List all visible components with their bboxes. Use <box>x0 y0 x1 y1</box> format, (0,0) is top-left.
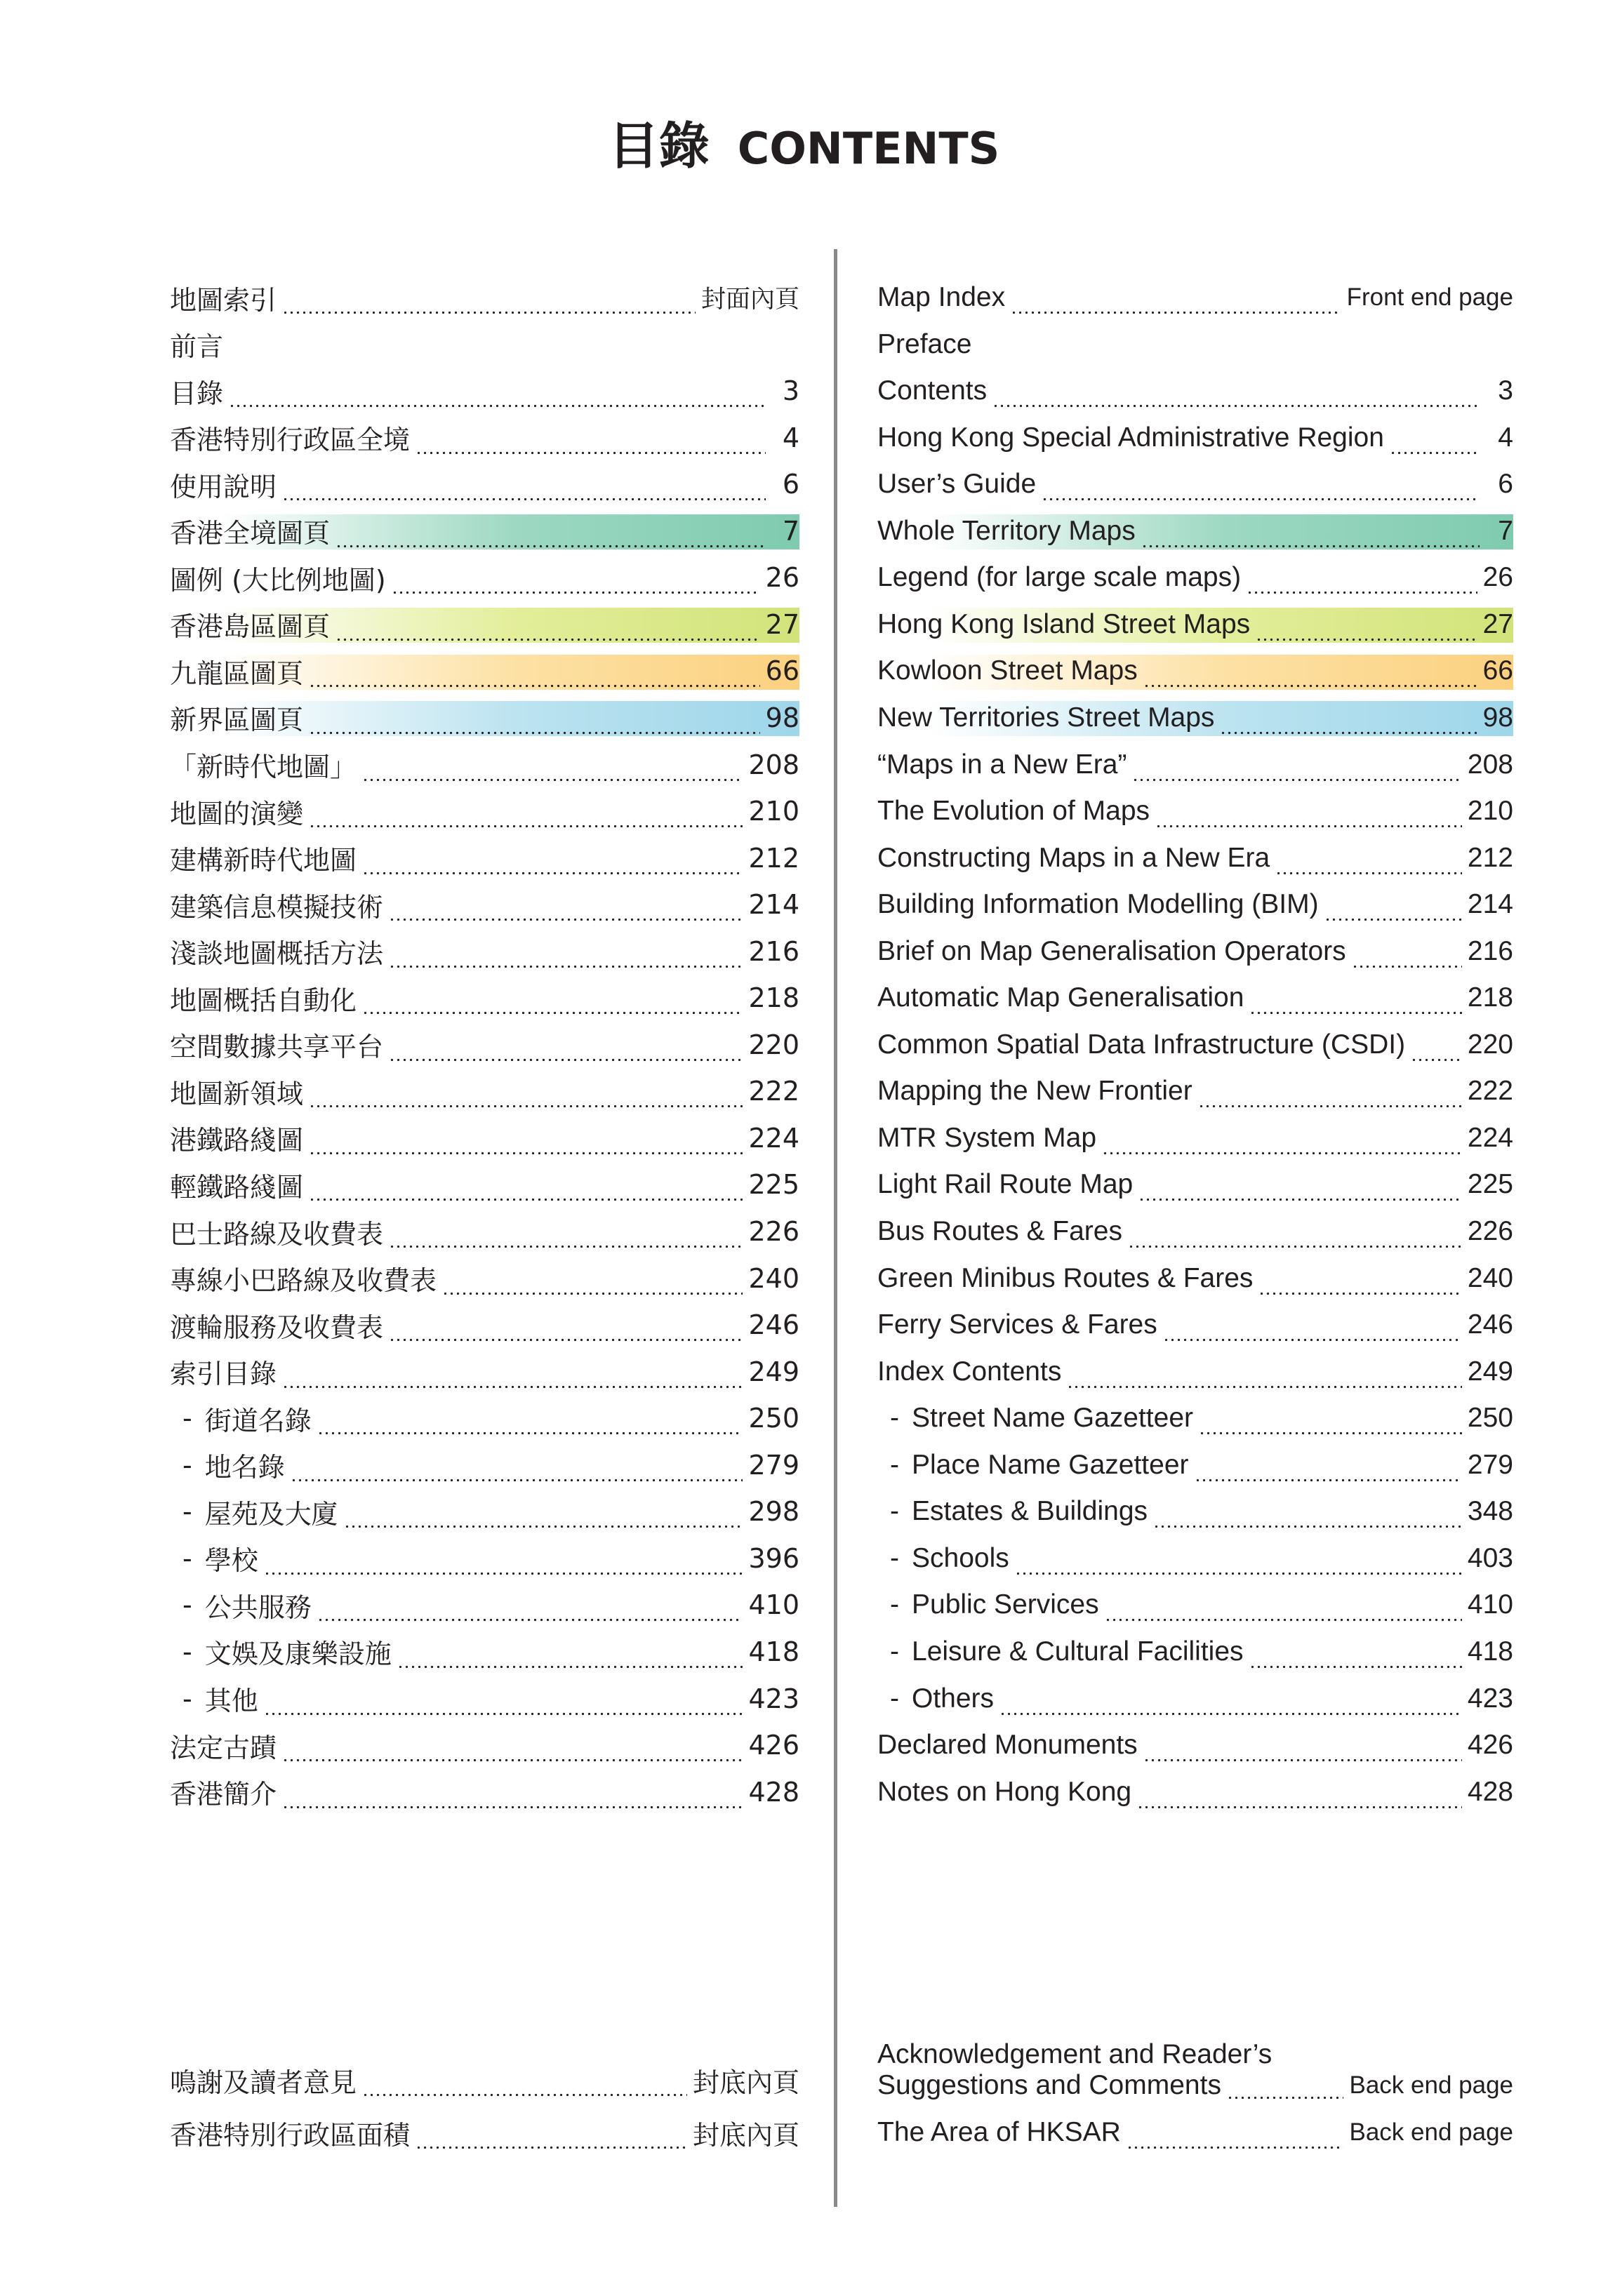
dot-leader <box>442 1281 743 1297</box>
toc-entry-label: 文娛及康樂設施 <box>204 1638 392 1670</box>
sub-entry-bullet: - <box>890 1496 899 1527</box>
toc-entry-page: 279 <box>748 1449 799 1481</box>
toc-entry[interactable] <box>877 1166 1513 1203</box>
toc-entry-page: Front end page <box>1346 283 1513 311</box>
toc-entry-label: 街道名錄 <box>204 1405 312 1436</box>
toc-entry-page: 226 <box>748 1216 799 1247</box>
dot-leader <box>1143 674 1477 689</box>
dot-leader <box>264 1561 743 1577</box>
toc-entry[interactable] <box>877 1400 1513 1436</box>
toc-entry-label: Place Name Gazetteer <box>912 1449 1189 1480</box>
toc-entry[interactable] <box>170 279 799 316</box>
toc-entry[interactable] <box>170 700 799 736</box>
sub-entry-bullet: - <box>182 1542 192 1574</box>
dot-leader <box>1128 1234 1462 1250</box>
toc-entry[interactable] <box>877 1587 1513 1623</box>
toc-entry-label: Ferry Services & Fares <box>877 1309 1157 1340</box>
dot-leader <box>999 1702 1462 1717</box>
toc-entry[interactable] <box>877 886 1513 923</box>
toc-entry-label: 法定古蹟 <box>170 1732 277 1763</box>
dot-leader <box>1105 1608 1462 1623</box>
toc-entry-label: Notes on Hong Kong <box>877 1776 1132 1807</box>
toc-entry-page: 4 <box>782 422 799 453</box>
toc-entry-page: 214 <box>1467 889 1513 920</box>
dot-leader <box>1195 1468 1462 1483</box>
dot-leader <box>1127 2135 1344 2151</box>
toc-entry-label: Map Index <box>877 282 1006 312</box>
toc-entry-label: Schools <box>912 1542 1009 1573</box>
sub-entry-bullet: - <box>182 1403 192 1434</box>
toc-entry[interactable] <box>170 793 799 829</box>
dot-leader <box>1220 721 1477 736</box>
toc-entry-page: 208 <box>1467 749 1513 780</box>
toc-entry[interactable] <box>877 1073 1513 1109</box>
toc-entry[interactable] <box>877 420 1513 456</box>
toc-entry-page: 426 <box>1467 1730 1513 1761</box>
toc-entry-page: 224 <box>1467 1122 1513 1153</box>
toc-entry-label: Others <box>912 1683 995 1714</box>
dot-leader <box>282 1375 743 1390</box>
toc-entry-page: 7 <box>1498 515 1513 546</box>
toc-entry-page: 220 <box>748 1029 799 1060</box>
toc-entry-label: Street Name Gazetteer <box>912 1403 1194 1434</box>
toc-entry[interactable] <box>877 1727 1513 1763</box>
dot-leader <box>1102 1141 1462 1156</box>
toc-entry[interactable] <box>877 1540 1513 1577</box>
toc-entry-label: Index Contents <box>877 1356 1062 1387</box>
toc-entry-label: 公共服務 <box>204 1591 312 1623</box>
toc-entry[interactable] <box>170 933 799 970</box>
toc-entry-label: 學校 <box>204 1545 258 1577</box>
toc-entry-label: 圖例 (大比例地圖) <box>170 564 386 596</box>
toc-entry-page: 298 <box>748 1496 799 1528</box>
toc-entry[interactable] <box>877 653 1513 689</box>
dot-leader <box>1258 1281 1462 1297</box>
toc-entry-label: Public Services <box>912 1589 1099 1620</box>
toc-entry[interactable] <box>170 1634 799 1670</box>
dot-leader <box>1227 2087 1344 2101</box>
toc-entry[interactable] <box>170 1307 799 1343</box>
toc-entry[interactable] <box>877 1213 1513 1250</box>
toc-entry-bottom[interactable] <box>877 2039 1513 2101</box>
dot-leader <box>229 394 766 409</box>
toc-entry-page: 396 <box>748 1542 799 1574</box>
toc-entry[interactable] <box>170 1354 799 1390</box>
dot-leader <box>1199 1421 1462 1436</box>
toc-entry-page: 426 <box>748 1730 799 1761</box>
toc-entry-page: 封底內頁 <box>692 2119 799 2151</box>
toc-entry[interactable] <box>877 1634 1513 1670</box>
toc-entry-label: 九龍區圖頁 <box>170 658 304 689</box>
toc-entry[interactable] <box>877 326 1513 363</box>
dot-leader <box>335 534 766 549</box>
toc-entry[interactable] <box>170 373 799 409</box>
toc-entry-page: 98 <box>1482 702 1513 733</box>
dot-leader <box>1153 1514 1462 1530</box>
dot-leader <box>344 1514 743 1530</box>
dot-leader <box>1249 1655 1462 1670</box>
toc-entry-label: 地圖新領域 <box>170 1078 304 1109</box>
toc-entry[interactable] <box>170 653 799 689</box>
toc-entry-page: 218 <box>1467 982 1513 1013</box>
toc-entry-label: 建築信息模擬技術 <box>170 891 384 923</box>
toc-entry-label: 香港簡介 <box>170 1779 277 1810</box>
dot-leader <box>1042 487 1480 502</box>
sub-entry-bullet: - <box>182 1683 192 1714</box>
dot-leader <box>416 2135 687 2151</box>
toc-entry-label: Common Spatial Data Infrastructure (CSDI) <box>877 1029 1406 1060</box>
toc-entry-page: 250 <box>748 1403 799 1434</box>
toc-entry[interactable] <box>170 1120 799 1156</box>
toc-entry-page: 208 <box>748 749 799 780</box>
toc-entry[interactable] <box>877 1027 1513 1063</box>
toc-entry-bottom[interactable] <box>877 2114 1513 2151</box>
toc-entry-label: 香港特別行政區面積 <box>170 2119 411 2151</box>
toc-entry-page: 66 <box>765 655 799 687</box>
toc-entry-page: 98 <box>765 702 799 733</box>
sub-entry-bullet: - <box>890 1683 899 1714</box>
dot-leader <box>1352 954 1462 970</box>
toc-entry-label: Whole Territory Maps <box>877 515 1136 546</box>
dot-leader <box>282 1748 743 1763</box>
dot-leader <box>309 721 760 736</box>
toc-entry-page: 222 <box>1467 1076 1513 1107</box>
dot-leader <box>309 1187 743 1203</box>
toc-entry[interactable] <box>170 420 799 456</box>
dot-leader <box>1249 1001 1461 1016</box>
dot-leader <box>1155 814 1462 829</box>
toc-entry-label: 鳴謝及讀者意見 <box>170 2067 357 2098</box>
toc-entry-page: 214 <box>748 889 799 921</box>
toc-entry-page: 216 <box>1467 935 1513 966</box>
toc-entry[interactable] <box>877 1120 1513 1156</box>
toc-entry-label: 「新時代地圖」 <box>170 752 357 782</box>
toc-entry-page: 246 <box>1467 1309 1513 1340</box>
toc-entry-label: 專線小巴路線及收費表 <box>170 1265 437 1297</box>
toc-entry-page: 348 <box>1467 1496 1513 1527</box>
toc-entry[interactable] <box>170 886 799 923</box>
toc-entry[interactable] <box>877 840 1513 876</box>
toc-entry[interactable] <box>170 1027 799 1063</box>
dot-leader <box>264 1702 743 1717</box>
toc-entry-label: 其他 <box>204 1686 258 1716</box>
toc-entry-page: 240 <box>1467 1262 1513 1293</box>
dot-leader <box>309 1141 743 1156</box>
dot-leader <box>1163 1328 1462 1343</box>
dot-leader <box>416 441 766 456</box>
toc-entry-label: 使用說明 <box>170 471 277 502</box>
toc-entry-page: 212 <box>1467 842 1513 873</box>
toc-entry-page: 66 <box>1482 655 1513 686</box>
toc-entry-label: Leisure & Cultural Facilities <box>912 1636 1244 1667</box>
toc-entry-page: 3 <box>1498 375 1513 406</box>
toc-entry[interactable] <box>170 1774 799 1810</box>
dot-leader <box>317 1421 743 1436</box>
dot-leader <box>389 1328 743 1343</box>
dot-leader <box>282 300 696 316</box>
toc-entry-page: 封面內頁 <box>700 286 799 314</box>
toc-entry-page: 218 <box>748 982 799 1014</box>
sub-entry-bullet: - <box>182 1449 192 1481</box>
toc-entry-label: 香港特別行政區全境 <box>170 425 411 456</box>
toc-entry-page: Back end page <box>1349 2118 1513 2146</box>
toc-entry-page: 225 <box>748 1169 799 1201</box>
toc-entry-page: 226 <box>1467 1216 1513 1246</box>
toc-entry-page: 26 <box>765 562 799 594</box>
toc-entry[interactable] <box>170 466 799 502</box>
toc-entry[interactable] <box>170 1166 799 1203</box>
dot-leader <box>1390 441 1480 456</box>
toc-entry-label: MTR System Map <box>877 1122 1097 1153</box>
toc-entry-label: 前言 <box>170 331 224 363</box>
toc-entry-label: The Area of HKSAR <box>877 2117 1121 2147</box>
dot-leader <box>1132 768 1461 783</box>
toc-entry-page: 212 <box>748 842 799 874</box>
toc-entry-label: User’s Guide <box>877 469 1037 500</box>
toc-entry[interactable] <box>170 1073 799 1109</box>
dot-leader <box>309 1094 743 1109</box>
sub-entry-bullet: - <box>890 1542 899 1573</box>
toc-entry-label: Kowloon Street Maps <box>877 655 1138 686</box>
toc-entry[interactable] <box>170 1587 799 1623</box>
dot-leader <box>1247 580 1477 596</box>
toc-entry[interactable] <box>170 559 799 596</box>
toc-entry[interactable] <box>877 1354 1513 1390</box>
toc-entry-page: 249 <box>1467 1356 1513 1387</box>
toc-entry-label: 建構新時代地圖 <box>170 845 357 876</box>
toc-entry-page: 6 <box>782 469 799 500</box>
toc-entry[interactable] <box>877 466 1513 502</box>
dot-leader <box>389 954 743 970</box>
dot-leader <box>1067 1375 1462 1390</box>
toc-entry-label: 目錄 <box>170 378 224 409</box>
toc-entry-label: 地圖概括自動化 <box>170 985 357 1016</box>
dot-leader <box>362 2083 687 2098</box>
toc-entry-label: Mapping the New Frontier <box>877 1076 1192 1107</box>
dot-leader <box>362 861 743 876</box>
dot-leader <box>397 1655 743 1670</box>
toc-entry-label: Constructing Maps in a New Era <box>877 842 1270 873</box>
toc-entry-label: 地名錄 <box>204 1452 285 1483</box>
dot-leader <box>309 674 760 689</box>
toc-entry-page: 220 <box>1467 1029 1513 1060</box>
toc-entry-label: 地圖索引 <box>170 284 277 316</box>
dot-leader <box>1275 861 1462 876</box>
toc-entry-page: 403 <box>1467 1542 1513 1573</box>
toc-entry-page: 26 <box>1482 562 1513 593</box>
toc-entry-label-line2: Suggestions and Comments <box>877 2070 1221 2100</box>
toc-entry-page: 225 <box>1467 1169 1513 1200</box>
toc-entry[interactable] <box>170 840 799 876</box>
toc-entry-label: Brief on Map Generalisation Operators <box>877 935 1346 966</box>
toc-entry[interactable] <box>170 1260 799 1297</box>
toc-entry[interactable] <box>170 1540 799 1577</box>
toc-entry-label: 空間數據共享平台 <box>170 1032 384 1063</box>
dot-leader <box>389 1048 743 1063</box>
dot-leader <box>362 1001 743 1016</box>
toc-entry-page: 224 <box>748 1122 799 1154</box>
toc-entry[interactable] <box>877 933 1513 970</box>
toc-entry[interactable] <box>877 559 1513 596</box>
toc-entry-label: Declared Monuments <box>877 1730 1138 1761</box>
toc-entry-page: 6 <box>1498 469 1513 500</box>
sub-entry-bullet: - <box>890 1589 899 1620</box>
dot-leader <box>282 487 766 502</box>
dot-leader <box>1324 907 1462 923</box>
toc-entry[interactable] <box>877 606 1513 643</box>
toc-entry-page: 封底內頁 <box>692 2067 799 2098</box>
toc-entry-page: Back end page <box>1349 2071 1513 2099</box>
toc-entry-page: 222 <box>748 1076 799 1107</box>
toc-entry-page: 216 <box>748 935 799 967</box>
toc-entry-page: 428 <box>1467 1776 1513 1807</box>
toc-entry[interactable] <box>877 1307 1513 1343</box>
dot-leader <box>1141 534 1480 549</box>
toc-entry[interactable] <box>170 1493 799 1530</box>
toc-entry-page: 410 <box>748 1589 799 1621</box>
toc-entry-label: 香港島區圖頁 <box>170 611 331 643</box>
toc-entry[interactable] <box>877 1493 1513 1530</box>
toc-entry-label: 索引目錄 <box>170 1359 277 1390</box>
dot-leader <box>992 394 1480 409</box>
toc-entry-bottom[interactable] <box>170 2062 799 2098</box>
toc-entry-label: Hong Kong Special Administrative Region <box>877 422 1384 453</box>
dot-leader <box>1198 1094 1462 1109</box>
toc-entry-label: Green Minibus Routes & Fares <box>877 1262 1254 1293</box>
dot-leader <box>317 1608 743 1623</box>
toc-entry[interactable] <box>877 1447 1513 1483</box>
toc-entry-page: 423 <box>748 1683 799 1714</box>
toc-entry-label: “Maps in a New Era” <box>877 749 1127 780</box>
toc-entry[interactable] <box>877 373 1513 409</box>
toc-entry[interactable] <box>170 513 799 549</box>
toc-entry-page: 246 <box>748 1309 799 1341</box>
toc-entry-label: Bus Routes & Fares <box>877 1216 1122 1246</box>
dot-leader <box>1137 1795 1462 1810</box>
toc-entry-label: The Evolution of Maps <box>877 796 1150 827</box>
toc-entry-page: 27 <box>1482 608 1513 639</box>
dot-leader <box>1011 300 1341 316</box>
toc-entry-label: Legend (for large scale maps) <box>877 562 1242 593</box>
dot-leader <box>309 814 743 829</box>
toc-entry-page: 4 <box>1498 422 1513 453</box>
dot-leader <box>1256 627 1477 643</box>
dot-leader <box>389 1234 743 1250</box>
toc-entry-label: Estates & Buildings <box>912 1496 1148 1527</box>
dot-leader <box>392 580 760 596</box>
toc-entry-page: 428 <box>748 1776 799 1808</box>
toc-entry-label: New Territories Street Maps <box>877 702 1215 733</box>
toc-entry-label: Light Rail Route Map <box>877 1169 1134 1200</box>
toc-entry-page: 240 <box>748 1262 799 1294</box>
toc-entry[interactable] <box>170 1447 799 1483</box>
dot-leader <box>362 768 743 783</box>
toc-entry-label: 巴士路線及收費表 <box>170 1218 384 1250</box>
sub-entry-bullet: - <box>182 1636 192 1667</box>
toc-entry[interactable] <box>170 747 799 783</box>
toc-entry-page: 210 <box>748 796 799 827</box>
toc-entry[interactable] <box>877 279 1513 316</box>
dot-leader <box>335 627 760 643</box>
toc-entry-label: 淺談地圖概括方法 <box>170 938 384 970</box>
toc-entry[interactable] <box>877 793 1513 829</box>
toc-entry-label: 渡輪服務及收費表 <box>170 1311 384 1343</box>
toc-entry-page: 418 <box>748 1636 799 1667</box>
dot-leader <box>1138 1187 1462 1203</box>
toc-entry-label: Building Information Modelling (BIM) <box>877 889 1319 920</box>
toc-entry-label: 地圖的演變 <box>170 798 304 829</box>
toc-entry-page: 3 <box>782 375 799 407</box>
toc-entry-label: 香港全境圖頁 <box>170 518 331 549</box>
title-english: CONTENTS <box>737 123 1000 174</box>
page-title <box>0 105 1608 178</box>
toc-entry-page: 279 <box>1467 1449 1513 1480</box>
sub-entry-bullet: - <box>182 1589 192 1621</box>
toc-entry[interactable] <box>877 700 1513 736</box>
toc-entry[interactable] <box>170 1213 799 1250</box>
dot-leader <box>1015 1561 1462 1577</box>
toc-entry-label: 新界區圖頁 <box>170 705 304 736</box>
toc-entry-bottom[interactable] <box>170 2114 799 2151</box>
dot-leader <box>389 907 743 923</box>
sub-entry-bullet: - <box>890 1449 899 1480</box>
sub-entry-bullet: - <box>182 1496 192 1528</box>
toc-entry[interactable] <box>877 513 1513 549</box>
toc-entry-label: 輕鐵路綫圖 <box>170 1171 304 1203</box>
toc-entry[interactable] <box>877 980 1513 1016</box>
toc-entry-page: 423 <box>1467 1683 1513 1714</box>
sub-entry-bullet: - <box>890 1403 899 1434</box>
dot-leader <box>1143 1748 1462 1763</box>
toc-entry-label: 屋苑及大廈 <box>204 1498 338 1530</box>
toc-entry-page: 7 <box>782 515 799 547</box>
toc-entry[interactable] <box>877 1774 1513 1810</box>
title-chinese: 目錄 <box>608 116 710 175</box>
toc-entry[interactable] <box>170 1681 799 1717</box>
toc-entry[interactable] <box>170 1727 799 1763</box>
toc-entry[interactable] <box>877 1681 1513 1717</box>
toc-entry-page: 27 <box>765 608 799 640</box>
toc-entry-label-line1: Acknowledgement and Reader’s <box>877 2039 1273 2069</box>
toc-entry-label: 港鐵路綫圖 <box>170 1125 304 1156</box>
toc-entry-label: Hong Kong Island Street Maps <box>877 608 1251 639</box>
sub-entry-bullet: - <box>890 1636 899 1667</box>
toc-entry-label: Contents <box>877 375 988 406</box>
dot-leader <box>282 1795 743 1810</box>
toc-entry[interactable] <box>170 1400 799 1436</box>
toc-entry-page: 250 <box>1467 1403 1513 1434</box>
toc-entry[interactable] <box>170 980 799 1016</box>
toc-entry[interactable] <box>170 606 799 643</box>
toc-entry-label: Preface <box>877 328 972 359</box>
toc-entry-page: 418 <box>1467 1636 1513 1667</box>
toc-entry[interactable] <box>877 747 1513 783</box>
toc-entry-label: Automatic Map Generalisation <box>877 982 1244 1013</box>
dot-leader <box>291 1468 743 1483</box>
toc-entry-page: 410 <box>1467 1589 1513 1620</box>
dot-leader <box>1411 1048 1462 1063</box>
toc-entry[interactable] <box>877 1260 1513 1297</box>
column-divider <box>834 249 837 2207</box>
toc-entry[interactable] <box>170 326 799 363</box>
toc-entry-page: 249 <box>748 1356 799 1387</box>
toc-entry-page: 210 <box>1467 796 1513 827</box>
